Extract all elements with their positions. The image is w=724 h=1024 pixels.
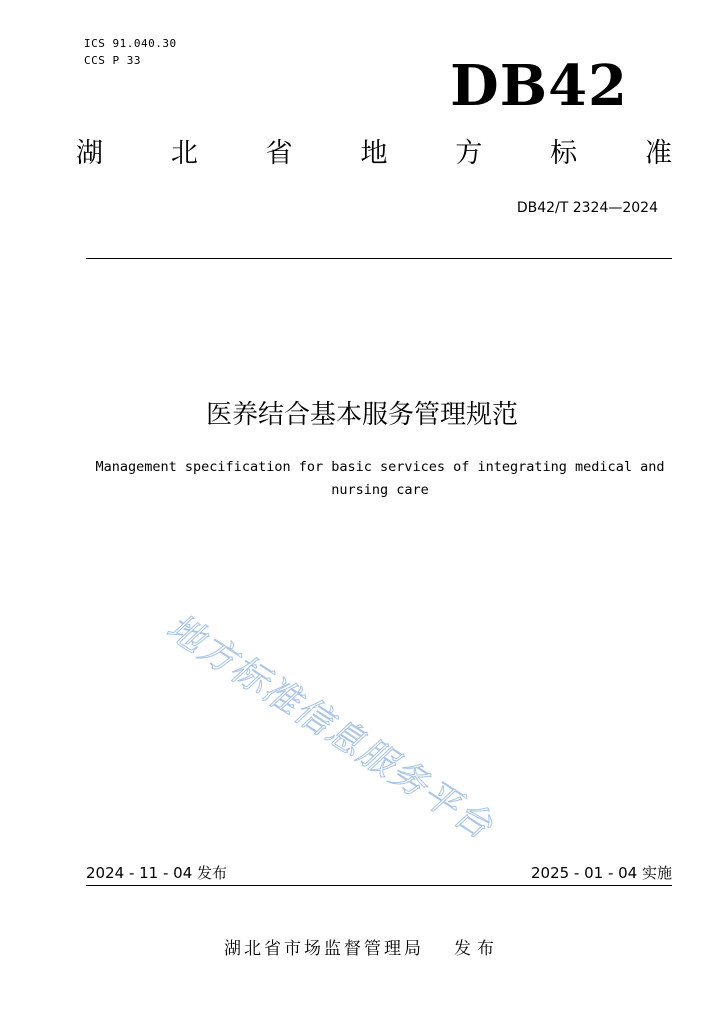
implementation-date: 2025 - 01 - 04 实施: [530, 864, 672, 882]
issuer-line: [0, 934, 724, 959]
document-title-chinese: 医养结合基本服务管理规范: [205, 400, 518, 430]
issuer-name: 湖北省市场监督管理局: [224, 939, 424, 959]
ccs-code: CCS P 33: [84, 54, 141, 67]
standard-type-char: 湖: [76, 138, 103, 169]
standard-type-char: 准: [644, 138, 672, 169]
standard-mark: DB42: [450, 53, 628, 119]
top-divider: [86, 258, 672, 259]
document-title-english: Management specification for basic services of integrating medical and nursing care: [95, 459, 665, 498]
standard-type-char: 标: [550, 138, 578, 169]
ics-code: ICS 91.040.30: [84, 37, 177, 50]
issue-date: 2024 - 11 - 04 发布: [86, 864, 228, 882]
issuer-action: 发布: [454, 939, 500, 959]
standard-type-char: 方: [455, 138, 483, 169]
standard-type-char: 地: [360, 138, 388, 169]
standard-type-heading: [76, 138, 672, 170]
standard-type-char: 省: [265, 138, 293, 169]
standard-number: DB42/T 2324—2024: [516, 200, 658, 216]
watermark: 地方标准信息服务平台: [159, 606, 501, 849]
bottom-divider: [86, 885, 672, 886]
standard-type-char: 北: [170, 138, 198, 169]
